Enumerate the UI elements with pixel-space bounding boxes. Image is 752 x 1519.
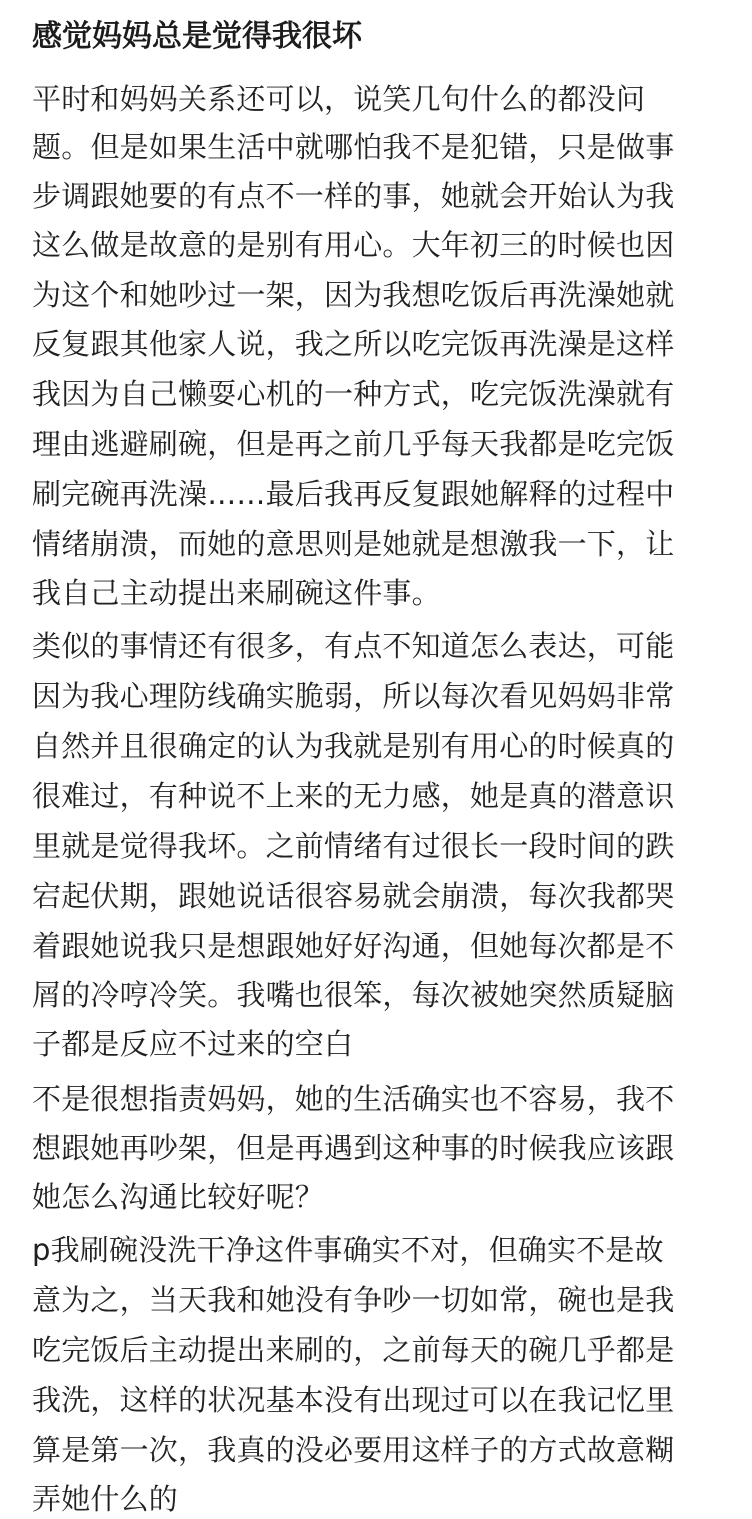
body-line: 理由逃避刷碗，但是再之前几乎每天我都是吃完饭 xyxy=(32,427,675,461)
body-line: 自然并且很确定的认为我就是别有用心的时候真的 xyxy=(32,729,675,763)
body-line: 平时和妈妈关系还可以，说笑几句什么的都没问 xyxy=(32,82,646,116)
body-line: 我洗，这样的状况基本没有出现过可以在我记忆里 xyxy=(32,1383,675,1417)
body-line: 不是很想指责妈妈，她的生活确实也不容易，我不 xyxy=(32,1082,675,1116)
body-line: 类似的事情还有很多，有点不知道怎么表达，可能 xyxy=(32,629,675,663)
body-line: 题。但是如果生活中就哪怕我不是犯错，只是做事 xyxy=(32,130,675,164)
body-line: 屑的冷哼冷笑。我嘴也很笨，每次被她突然质疑脑 xyxy=(32,978,675,1012)
body-line: 刷完碗再洗澡……最后我再反复跟她解释的过程中 xyxy=(32,477,675,511)
body-line: 因为我心理防线确实脆弱，所以每次看见妈妈非常 xyxy=(32,679,675,713)
body-line: 很难过，有种说不上来的无力感，她是真的潜意识 xyxy=(32,779,675,813)
body-line: 宕起伏期，跟她说话很容易就会崩溃，每次我都哭 xyxy=(32,879,675,913)
body-line: 为这个和她吵过一架，因为我想吃饭后再洗澡她就 xyxy=(32,278,675,312)
body-line: 着跟她说我只是想跟她好好沟通，但她每次都是不 xyxy=(32,929,675,963)
body-line: 里就是觉得我坏。之前情绪有过很长一段时间的跌 xyxy=(32,829,675,863)
body-line: 想跟她再吵架，但是再遇到这种事的时候我应该跟 xyxy=(32,1131,675,1165)
body-line: 弄她什么的 xyxy=(32,1482,179,1516)
body-line: 情绪崩溃，而她的意思则是她就是想激我一下，让 xyxy=(32,527,675,561)
body-line: 她怎么沟通比较好呢？ xyxy=(32,1180,325,1214)
body-line: 反复跟其他家人说，我之所以吃完饭再洗澡是这样 xyxy=(32,327,675,361)
post-title: 感觉妈妈总是觉得我很坏 xyxy=(32,19,362,54)
body-line: p我刷碗没洗干净这件事确实不对，但确实不是故 xyxy=(32,1233,664,1267)
body-line: 步调跟她要的有点不一样的事，她就会开始认为我 xyxy=(32,179,675,213)
body-line: 这么做是故意的是别有用心。大年初三的时候也因 xyxy=(32,228,675,262)
body-line: 我自己主动提出来刷碗这件事。 xyxy=(32,576,441,610)
body-line: 子都是反应不过来的空白 xyxy=(32,1027,354,1061)
body-line: 意为之，当天我和她没有争吵一切如常，碗也是我 xyxy=(32,1283,675,1317)
body-line: 我因为自己懒耍心机的一种方式，吃完饭洗澡就有 xyxy=(32,377,675,411)
body-line: 算是第一次，我真的没必要用这样子的方式故意糊 xyxy=(32,1433,675,1467)
body-line: 吃完饭后主动提出来刷的，之前每天的碗几乎都是 xyxy=(32,1333,675,1367)
